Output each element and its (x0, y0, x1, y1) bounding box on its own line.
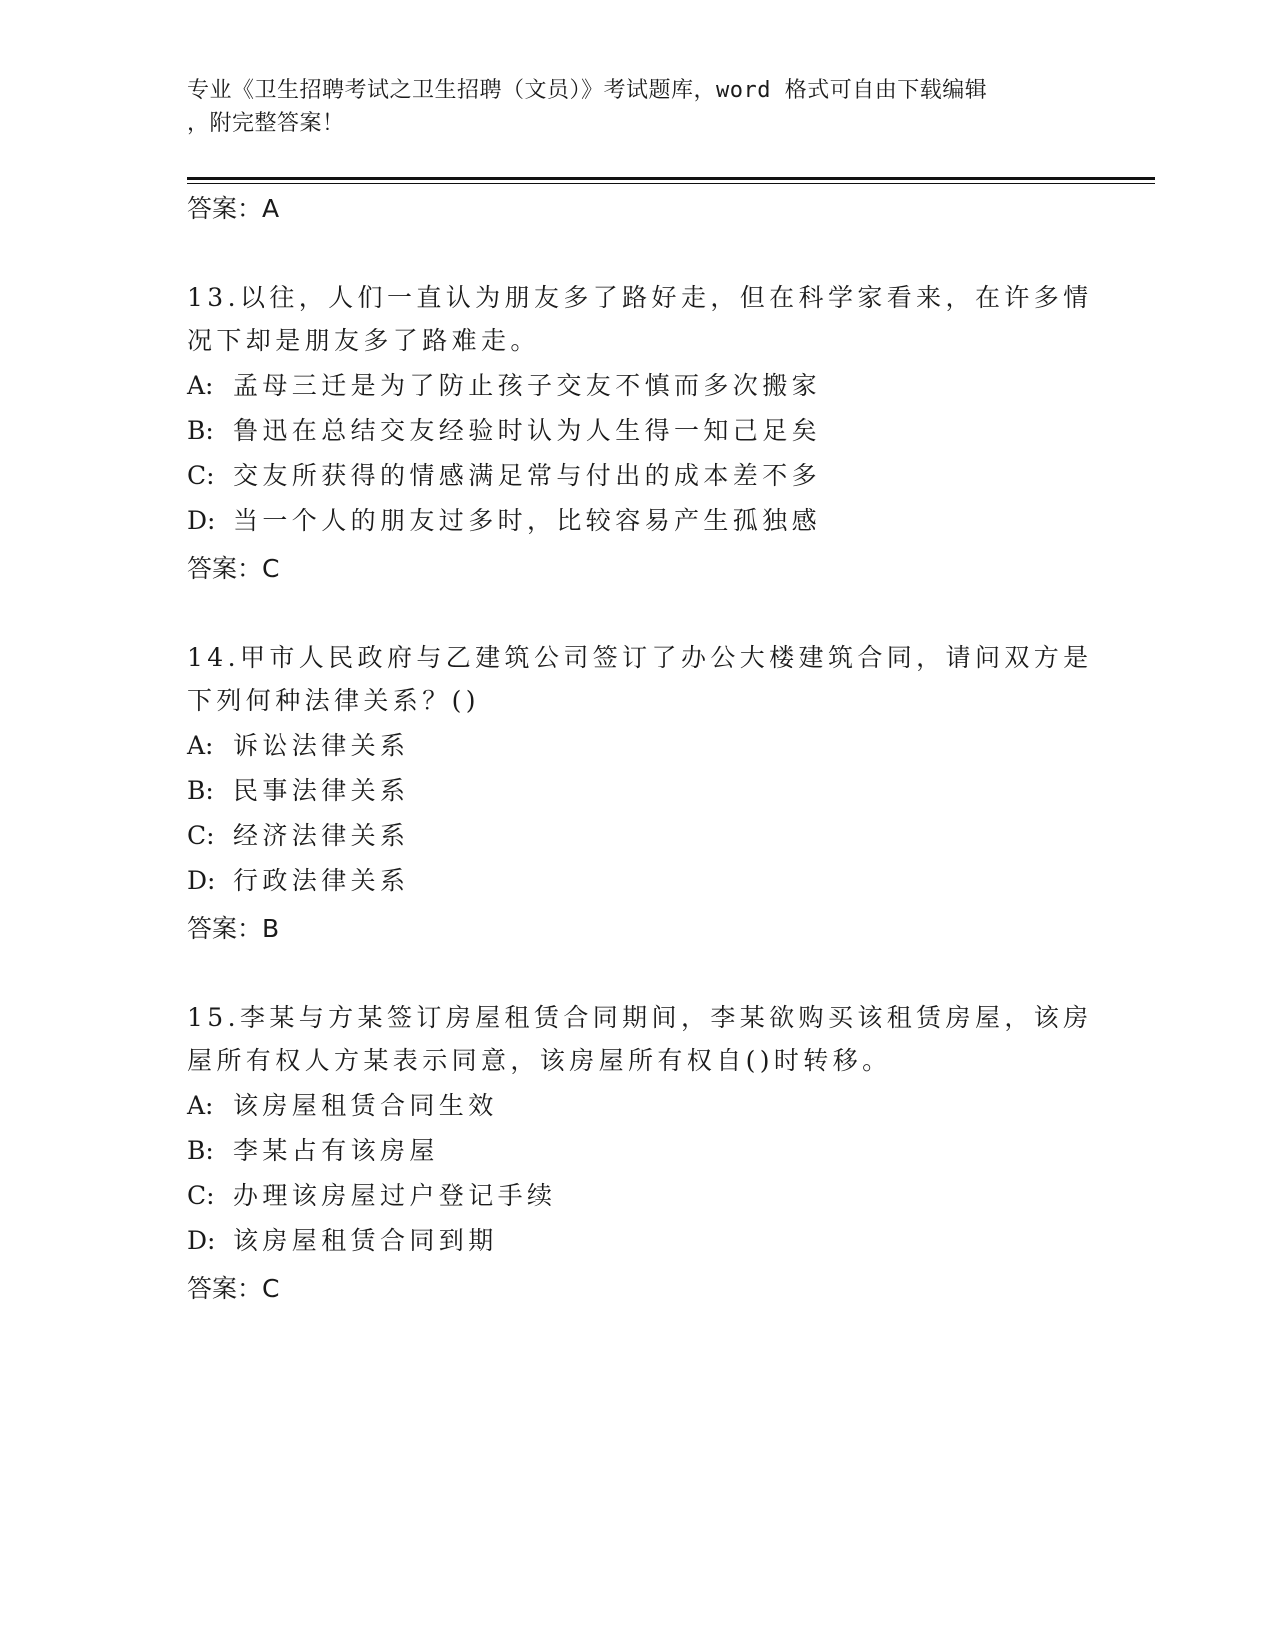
option-d (187, 859, 409, 903)
option-d (187, 499, 821, 543)
option-text: 行政法律关系 (233, 866, 410, 895)
question-stem-line-2: 屋所有权人方某表示同意，该房屋所有权自()时转移。 (187, 1046, 892, 1075)
option-letter: D: (187, 1226, 216, 1255)
option-b (187, 769, 409, 813)
option-letter: B: (187, 1136, 214, 1165)
answer: 答案：C (187, 1274, 280, 1303)
option-c (187, 454, 821, 498)
question-stem-line-2: 下列何种法律关系？() (187, 686, 480, 715)
previous-answer: 答案：A (187, 194, 280, 223)
option-letter: B: (187, 416, 214, 445)
option-a (187, 724, 409, 768)
option-b (187, 409, 821, 453)
question-stem-line-1: 14.甲市人民政府与乙建筑公司签订了办公大楼建筑合同，请问双方是 (187, 643, 1093, 672)
option-text: 当一个人的朋友过多时，比较容易产生孤独感 (233, 506, 822, 535)
option-letter: D: (187, 866, 216, 895)
option-text: 办理该房屋过户登记手续 (233, 1181, 557, 1210)
question-stem-line-1: 13.以往，人们一直认为朋友多了路好走，但在科学家看来，在许多情 (187, 283, 1093, 312)
option-text: 经济法律关系 (233, 821, 410, 850)
option-letter: C: (187, 821, 215, 850)
option-text: 该房屋租赁合同生效 (233, 1091, 498, 1120)
question-stem-line-1: 15.李某与方某签订房屋租赁合同期间，李某欲购买该租赁房屋，该房 (187, 1003, 1093, 1032)
option-d (187, 1219, 498, 1263)
question-stem-line-2: 况下却是朋友多了路难走。 (187, 326, 540, 355)
option-text: 诉讼法律关系 (233, 731, 410, 760)
header-divider-thin (187, 183, 1155, 184)
option-c (187, 1174, 556, 1218)
option-b (187, 1129, 439, 1173)
option-a (187, 1084, 498, 1128)
answer: 答案：C (187, 554, 280, 583)
option-c (187, 814, 409, 858)
header-line-1: 专业《卫生招聘考试之卫生招聘（文员）》考试题库，word 格式可自由下载编辑 (187, 78, 988, 103)
option-letter: A: (187, 731, 214, 760)
option-text: 交友所获得的情感满足常与付出的成本差不多 (233, 461, 822, 490)
answer: 答案：B (187, 914, 280, 943)
option-text: 该房屋租赁合同到期 (233, 1226, 498, 1255)
header-divider-thick (187, 177, 1155, 180)
option-letter: A: (187, 371, 214, 400)
option-letter: A: (187, 1091, 214, 1120)
option-letter: B: (187, 776, 214, 805)
option-text: 李某占有该房屋 (233, 1136, 439, 1165)
option-letter: D: (187, 506, 216, 535)
option-text: 民事法律关系 (233, 776, 410, 805)
option-letter: C: (187, 1181, 215, 1210)
option-a (187, 364, 821, 408)
header-line-2: ，附完整答案！ (187, 111, 345, 136)
document-header (187, 74, 1067, 140)
option-text: 孟母三迁是为了防止孩子交友不慎而多次搬家 (233, 371, 822, 400)
option-text: 鲁迅在总结交友经验时认为人生得一知己足矣 (233, 416, 822, 445)
option-letter: C: (187, 461, 215, 490)
